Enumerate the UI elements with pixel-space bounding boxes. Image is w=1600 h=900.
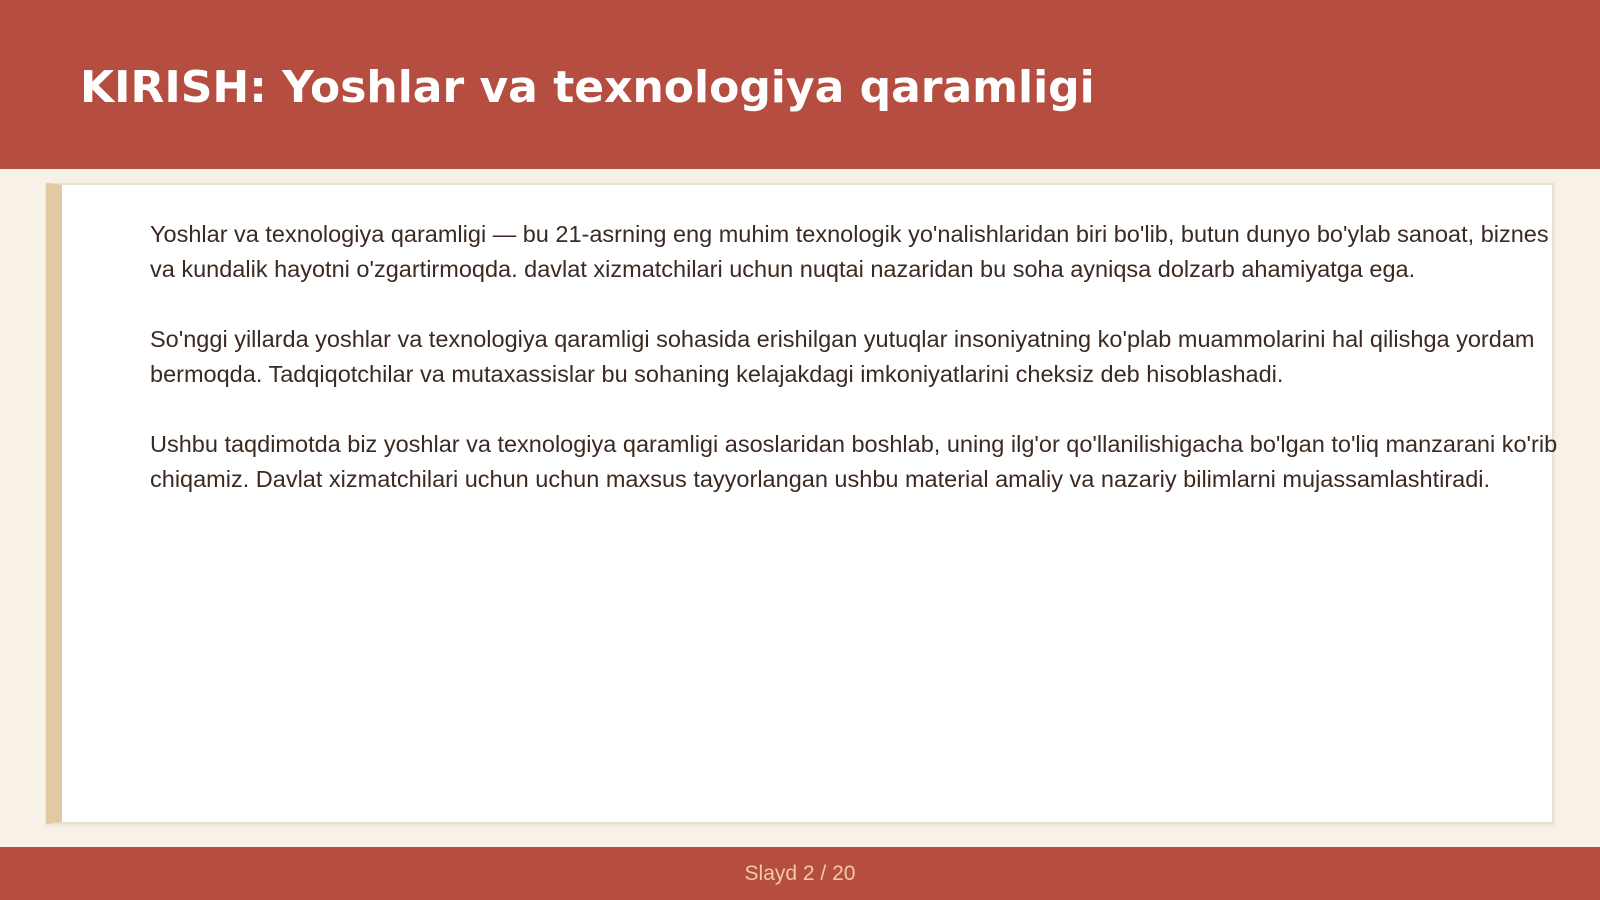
slide-footer (0, 847, 1600, 900)
content-body (150, 217, 1570, 532)
slide-number: Slayd 2 / 20 (744, 862, 856, 885)
content-card (46, 183, 1558, 824)
slide-header (0, 0, 1600, 169)
paragraph-overview: Ushbu taqdimotda biz yoshlar va texnologiya qaramligi asoslaridan boshlab, uning ilg'or qo'llanilishigacha bo'lgan to'liq manzarani ko'rib chiqamiz. Davlat xizmatchilari uchun uchun maxsus tayyorlangan ushbu material amaliy va nazariy bilimlarni mujassamlashtiradi. (150, 431, 1558, 492)
paragraph-achievements: So'nggi yillarda yoshlar va texnologiya qaramligi sohasida erishilgan yutuqlar insoniyatning ko'plab muammolarini hal qilishga yordam bermoqda. Tadqiqotchilar va mutaxassislar bu sohaning kelajakdagi imkoniyatlarini cheksiz deb hisoblashadi. (150, 326, 1535, 387)
slide-title: KIRISH: Yoshlar va texnologiya qaramligi (80, 62, 1095, 113)
paragraph-intro: Yoshlar va texnologiya qaramligi — bu 21-asrning eng muhim texnologik yo'nalishlaridan biri bo'lib, butun dunyo bo'ylab sanoat, biznes va kundalik hayotni o'zgartirmoqda. davlat xizmatchilari uchun nuqtai nazaridan bu soha ayniqsa dolzarb ahamiyatga ega. (150, 221, 1549, 282)
